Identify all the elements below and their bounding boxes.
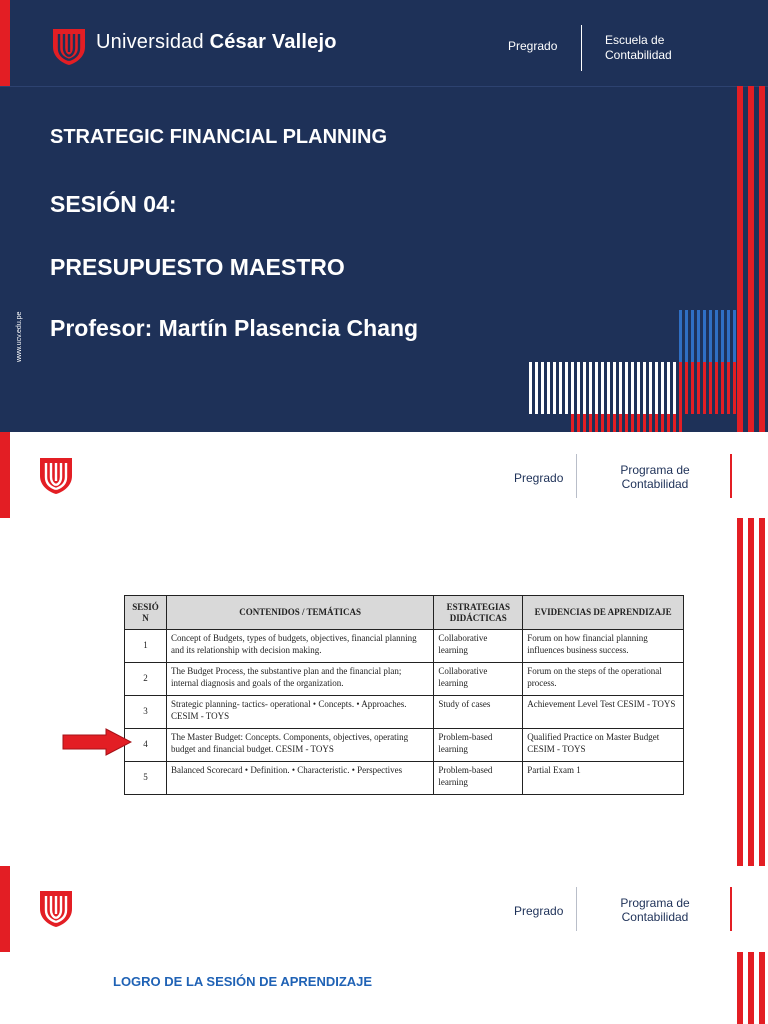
evidence-cell: Achievement Level Test CESIM - TOYS [523, 696, 684, 729]
content-cell: The Master Budget: Concepts. Components, objectives, operating budget and financial budget. CESIM - TOYS [166, 729, 433, 762]
strategy-cell: Study of cases [434, 696, 523, 729]
left-red-accent-bar [0, 866, 10, 952]
header-red-line [730, 887, 732, 931]
header-pregrado: Pregrado [514, 904, 564, 918]
column-header-evidence: EVIDENCIAS DE APRENDIZAJE [523, 596, 684, 630]
course-title: STRATEGIC FINANCIAL PLANNING [50, 126, 388, 148]
session-number: SESIÓN 04: [50, 191, 177, 217]
content-cell: Balanced Scorecard • Definition. • Characteristic. • Perspectives [166, 762, 433, 795]
session-cell: 5 [125, 762, 167, 795]
content-cell: The Budget Process, the substantive plan and the financial plan; internal diagnosis and goals of the organization. [166, 663, 433, 696]
session-cell: 1 [125, 630, 167, 663]
table-row [125, 696, 684, 729]
table-row [125, 762, 684, 795]
strategy-cell: Collaborative learning [434, 630, 523, 663]
ucv-shield-logo-icon [39, 457, 73, 495]
title-slide [0, 0, 768, 432]
decorative-red-stripes [737, 952, 768, 1024]
column-header-session: SESIÓ N [125, 596, 167, 630]
strategy-cell: Problem-based learning [434, 762, 523, 795]
syllabus-slide [0, 432, 768, 866]
left-red-accent-bar [0, 432, 10, 518]
strategy-cell: Collaborative learning [434, 663, 523, 696]
evidence-cell: Forum on the steps of the operational process. [523, 663, 684, 696]
ucv-shield-logo-icon [39, 890, 73, 928]
red-arrow-icon [62, 728, 132, 756]
table-row [125, 663, 684, 696]
decorative-stripes [0, 0, 768, 432]
learning-outcome-slide [0, 866, 768, 1024]
strategy-cell: Problem-based learning [434, 729, 523, 762]
table-row-highlighted [125, 729, 684, 762]
decorative-red-stripes [737, 518, 768, 866]
learning-outcome-title: LOGRO DE LA SESIÓN DE APRENDIZAJE [113, 974, 373, 989]
content-cell: Strategic planning- tactics- operational • Concepts. • Approaches. CESIM - TOYS [166, 696, 433, 729]
header-programa: Programa de Contabilidad [620, 463, 690, 491]
website-url: www.ucv.edu.pe [16, 311, 23, 362]
session-topic: PRESUPUESTO MAESTRO [50, 254, 345, 280]
column-header-contents: CONTENIDOS / TEMÁTICAS [166, 596, 433, 630]
evidence-cell: Qualified Practice on Master Budget CESIM - TOYS [523, 729, 684, 762]
table-row [125, 630, 684, 663]
session-cell: 3 [125, 696, 167, 729]
professor-name: Profesor: Martín Plasencia Chang [50, 315, 419, 341]
session-cell: 4 [125, 729, 167, 762]
header-separator [576, 454, 577, 498]
syllabus-table [124, 595, 684, 795]
header-escuela: Escuela de Contabilidad [605, 33, 672, 62]
evidence-cell: Partial Exam 1 [523, 762, 684, 795]
session-cell: 2 [125, 663, 167, 696]
header-pregrado: Pregrado [514, 471, 564, 485]
table-header-row [125, 596, 684, 630]
header-programa: Programa de Contabilidad [620, 896, 690, 924]
header-red-line [730, 454, 732, 498]
evidence-cell: Forum on how financial planning influences business success. [523, 630, 684, 663]
university-name: Universidad César Vallejo [96, 31, 337, 53]
header-pregrado: Pregrado [508, 39, 558, 53]
header-separator [576, 887, 577, 931]
column-header-strategies: ESTRATEGIAS DIDÁCTICAS [434, 596, 523, 630]
content-cell: Concept of Budgets, types of budgets, objectives, financial planning and its relationship with decision making. [166, 630, 433, 663]
